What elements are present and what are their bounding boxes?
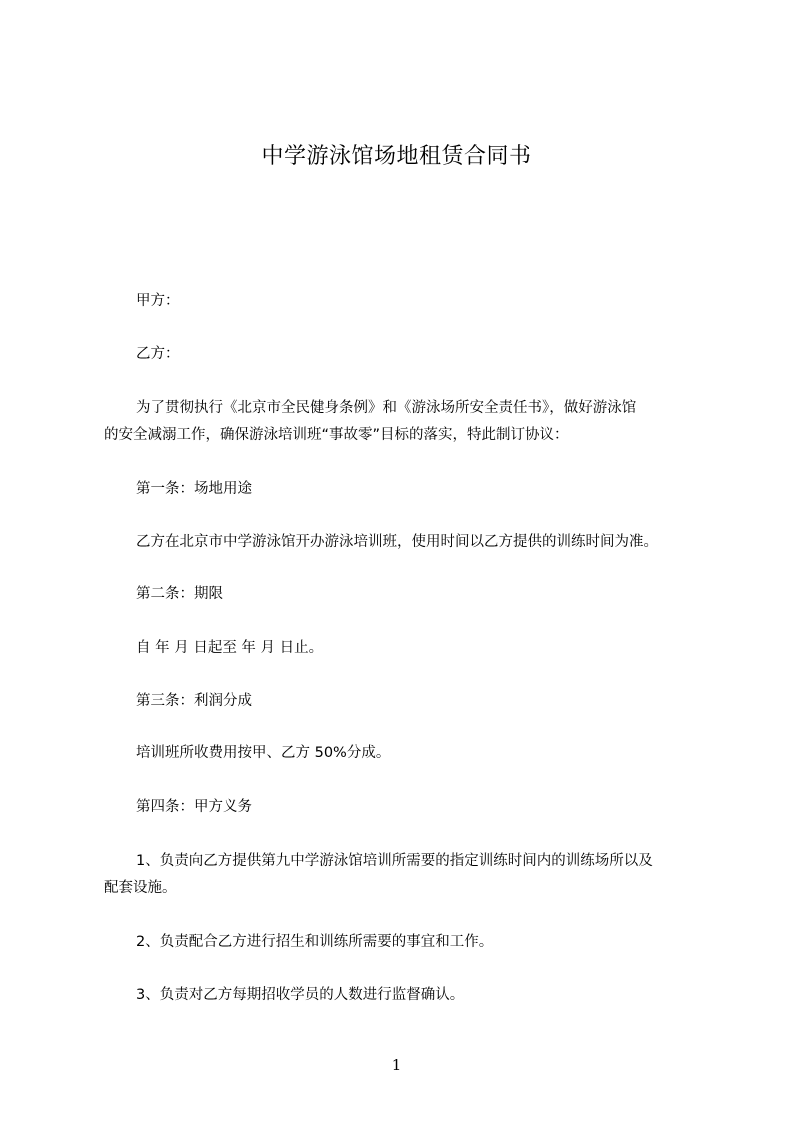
party-b-label: 乙方： bbox=[136, 346, 180, 362]
article-1-heading: 第一条：场地用途 bbox=[136, 481, 252, 497]
article-3-heading: 第三条：利润分成 bbox=[136, 693, 252, 709]
article-4-item-1-line-1: 1、负责向乙方提供第九中学游泳馆培训所需要的指定训练时间内的训练场所以及 bbox=[136, 853, 653, 869]
article-1-text: 乙方在北京市中学游泳馆开办游泳培训班，使用时间以乙方提供的训练时间为准。 bbox=[136, 534, 658, 550]
article-4-heading: 第四条：甲方义务 bbox=[136, 799, 252, 815]
article-4-item-1-line-2: 配套设施。 bbox=[104, 880, 177, 896]
article-2-text: 自 年 月 日起至 年 月 日止。 bbox=[136, 640, 324, 656]
article-3-text: 培训班所收费用按甲、乙方 50%分成。 bbox=[136, 745, 391, 761]
preamble-line-1: 为了贯彻执行《北京市全民健身条例》和《游泳场所安全责任书》，做好游泳馆 bbox=[136, 400, 637, 416]
page-number: 1 bbox=[391, 1056, 402, 1074]
article-2-heading: 第二条：期限 bbox=[136, 586, 223, 602]
document-title: 中学游泳馆场地租赁合同书 bbox=[261, 144, 532, 169]
party-a-label: 甲方： bbox=[136, 293, 180, 309]
article-4-item-3: 3、负责对乙方每期招收学员的人数进行监督确认。 bbox=[136, 987, 465, 1003]
preamble-line-2: 的安全减溺工作，确保游泳培训班“事故零”目标的落实，特此制订协议： bbox=[104, 427, 569, 443]
article-4-item-2: 2、负责配合乙方进行招生和训练所需要的事宜和工作。 bbox=[136, 934, 494, 950]
